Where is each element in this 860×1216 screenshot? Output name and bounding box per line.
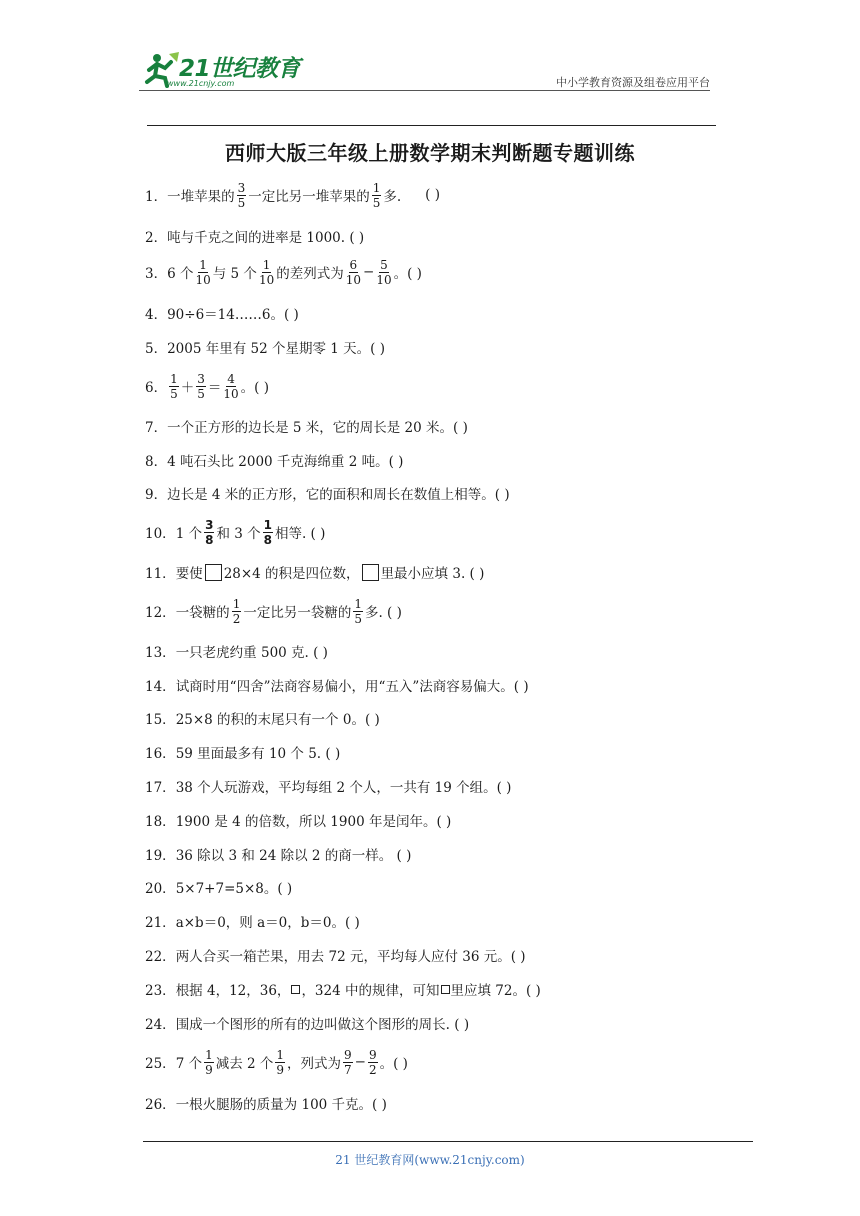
blank-box[interactable] — [291, 985, 300, 994]
question-text: 一袋糖的 — [175, 605, 230, 621]
question-text: 6 个 — [167, 266, 194, 282]
question-number: 2． — [145, 230, 168, 246]
question-3 — [145, 257, 422, 287]
logo-url: www.21cnjy.com — [167, 79, 235, 88]
question-number: 21． — [145, 915, 176, 931]
blank-box[interactable] — [205, 564, 222, 581]
logo-text: 21世纪教育 — [179, 56, 301, 82]
question-text: 里最小应填 3. ( ) — [380, 566, 485, 582]
question-text: 围成一个图形的所有的边叫做这个图形的周长. ( ) — [175, 1017, 470, 1033]
question-text: 试商时用“四舍”法商容易偏小，用“五入”法商容易偏大。( ) — [175, 679, 529, 695]
question-number: 19． — [145, 848, 176, 864]
fraction: $\frac{6}{10}$ — [345, 257, 361, 287]
fraction: $\frac{1}{9}$ — [205, 1047, 213, 1077]
question-19 — [145, 844, 411, 864]
question-10 — [145, 517, 326, 547]
site-logo — [143, 46, 313, 92]
question-text: 4 吨石头比 2000 千克海绵重 2 吨。( ) — [167, 454, 404, 470]
question-7 — [145, 416, 468, 436]
fraction: $\frac{1}{2}$ — [232, 596, 241, 626]
question-text: 多. ( ) — [364, 605, 402, 621]
question-text: 根据 4，12，36， — [175, 983, 291, 999]
question-number: 3． — [145, 266, 168, 282]
question-text: 一定比另一堆苹果的 — [248, 189, 370, 205]
plus-sign: ＋ — [180, 380, 195, 396]
question-text: 两人合买一箱芒果，用去 72 元，平均每人应付 36 元。( ) — [175, 949, 526, 965]
question-text: 里应填 72。( ) — [450, 983, 541, 999]
question-text: 2005 年里有 52 个星期零 1 天。( ) — [167, 341, 385, 357]
fraction: $\frac{4}{10}$ — [223, 371, 239, 401]
equals-sign: ＝ — [207, 380, 222, 396]
fraction: $\frac{1}{5}$ — [170, 371, 178, 401]
question-number: 25． — [145, 1056, 176, 1072]
question-number: 1． — [145, 189, 168, 205]
title-divider — [147, 125, 716, 126]
answer-blank[interactable]: 。( ) — [240, 380, 269, 396]
question-23 — [145, 979, 541, 999]
blank-box[interactable] — [441, 985, 450, 994]
header-tagline: 中小学教育资源及组卷应用平台 — [556, 76, 710, 89]
question-number: 14． — [145, 679, 176, 695]
question-number: 16． — [145, 746, 176, 762]
fraction: $\frac{3}{5}$ — [237, 180, 246, 210]
question-21 — [145, 911, 360, 931]
question-17 — [145, 776, 511, 796]
question-5 — [145, 337, 385, 357]
question-number: 4． — [145, 307, 168, 323]
fraction: $\frac{1}{9}$ — [276, 1047, 285, 1077]
question-number: 11． — [145, 566, 176, 582]
question-text: 25×8 的积的末尾只有一个 0。( ) — [175, 712, 380, 728]
question-8 — [145, 450, 403, 470]
question-text: 吨与千克之间的进率是 1000. ( ) — [167, 230, 365, 246]
question-text: 的差列式为 — [276, 266, 344, 282]
question-text: 36 除以 3 和 24 除以 2 的商一样。 ( ) — [175, 848, 412, 864]
question-number: 10． — [145, 526, 176, 542]
question-text: 一定比另一袋糖的 — [243, 605, 352, 621]
question-1 — [145, 180, 440, 210]
page-title: 西师大版三年级上册数学期末判断题专题训练 — [225, 141, 635, 165]
question-text: 38 个人玩游戏，平均每组 2 个人，一共有 19 个组。( ) — [175, 780, 512, 796]
question-11 — [145, 562, 484, 582]
answer-blank[interactable]: ( ) — [425, 187, 440, 203]
question-text: 边长是 4 米的正方形，它的面积和周长在数值上相等。( ) — [167, 487, 510, 503]
question-text: 与 5 个 — [212, 266, 257, 282]
question-20 — [145, 877, 292, 897]
fraction: $\frac{9}{2}$ — [368, 1047, 377, 1077]
question-12 — [145, 596, 402, 626]
question-text: 59 里面最多有 10 个 5. ( ) — [175, 746, 341, 762]
question-number: 17． — [145, 780, 176, 796]
question-text: 7 个 — [175, 1056, 203, 1072]
question-text: 5×7+7=5×8。( ) — [175, 881, 293, 897]
question-24 — [145, 1013, 469, 1033]
question-number: 7． — [145, 420, 168, 436]
question-text: 一根火腿肠的质量为 100 千克。( ) — [175, 1097, 387, 1113]
question-number: 13． — [145, 645, 176, 661]
question-number: 26． — [145, 1097, 176, 1113]
question-number: 15． — [145, 712, 176, 728]
question-text: 1900 是 4 的倍数，所以 1900 年是闰年。( ) — [175, 814, 452, 830]
question-number: 20． — [145, 881, 176, 897]
question-number: 24． — [145, 1017, 176, 1033]
header-divider — [139, 90, 710, 91]
fraction: $\frac{1}{10}$ — [195, 257, 211, 287]
question-text: ，列式为 — [287, 1056, 342, 1072]
question-number: 18． — [145, 814, 176, 830]
question-text: ，324 中的规律，可知 — [301, 983, 440, 999]
question-number: 23． — [145, 983, 176, 999]
answer-blank[interactable]: 。( ) — [379, 1056, 408, 1072]
question-4 — [145, 303, 299, 323]
question-number: 22． — [145, 949, 176, 965]
question-18 — [145, 810, 451, 830]
fraction: $\frac{1}{8}$ — [263, 517, 272, 547]
question-text: 一堆苹果的 — [167, 189, 235, 205]
minus-sign: − — [354, 1054, 366, 1070]
question-text: 多. — [383, 189, 402, 205]
minus-sign: − — [363, 264, 375, 280]
question-14 — [145, 675, 529, 695]
question-number: 5． — [145, 341, 168, 357]
question-number: 9． — [145, 487, 168, 503]
answer-blank[interactable]: 。( ) — [393, 266, 422, 282]
question-number: 6． — [145, 380, 168, 396]
question-text: 要使 — [175, 566, 203, 582]
question-16 — [145, 742, 340, 762]
fraction: $\frac{3}{5}$ — [197, 371, 205, 401]
fraction: $\frac{1}{5}$ — [372, 180, 381, 210]
footer-divider — [143, 1141, 753, 1142]
question-9 — [145, 483, 510, 503]
question-text: 1 个 — [175, 526, 203, 542]
footer-text[interactable]: 21 世纪教育网(www.21cnjy.com) — [335, 1153, 525, 1167]
question-text: 减去 2 个 — [215, 1056, 274, 1072]
blank-box[interactable] — [362, 564, 379, 581]
question-22 — [145, 945, 526, 965]
question-6 — [145, 371, 269, 401]
question-text: 一只老虎约重 500 克. ( ) — [175, 645, 328, 661]
question-2 — [145, 226, 364, 246]
question-text: 90÷6＝14……6。( ) — [167, 307, 299, 323]
fraction: $\frac{3}{8}$ — [205, 517, 214, 547]
question-number: 12． — [145, 605, 176, 621]
fraction: $\frac{5}{10}$ — [376, 257, 392, 287]
fraction: $\frac{1}{10}$ — [258, 257, 275, 287]
question-text: a×b＝0，则 a＝0，b＝0。( ) — [175, 915, 360, 931]
question-26 — [145, 1093, 387, 1113]
fraction: $\frac{9}{7}$ — [344, 1047, 352, 1077]
question-25 — [145, 1047, 408, 1077]
question-text: 相等. ( ) — [274, 526, 326, 542]
fraction: $\frac{1}{5}$ — [354, 596, 362, 626]
question-number: 8． — [145, 454, 168, 470]
question-text: 28×4 的积是四位数， — [223, 566, 360, 582]
question-15 — [145, 708, 380, 728]
question-text: 和 3 个 — [216, 526, 261, 542]
question-text: 一个正方形的边长是 5 米，它的周长是 20 米。( ) — [167, 420, 468, 436]
question-13 — [145, 641, 328, 661]
